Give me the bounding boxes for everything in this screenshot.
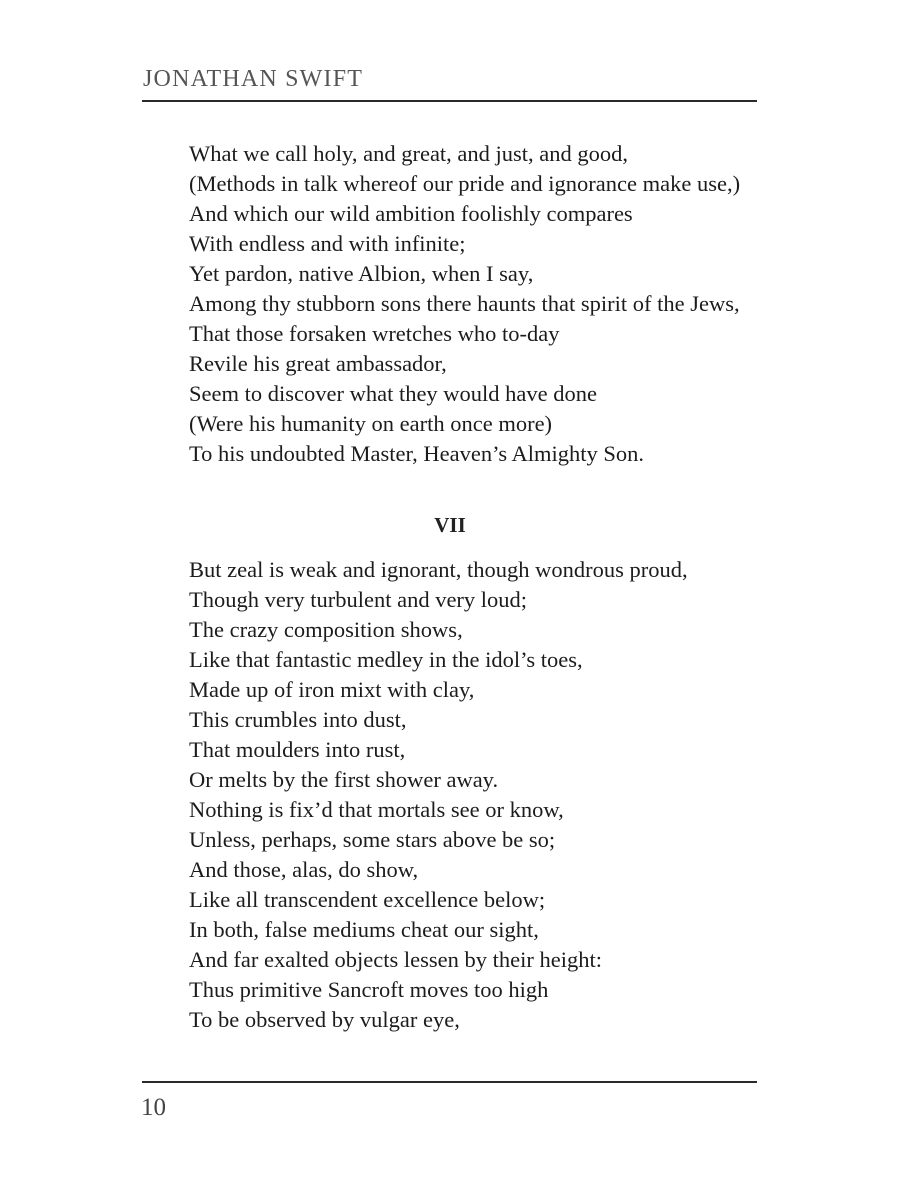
poem-line: This crumbles into dust, bbox=[189, 707, 407, 732]
poem-line: Yet pardon, native Albion, when I say, bbox=[189, 261, 534, 286]
poem-line: And those, alas, do show, bbox=[189, 857, 419, 882]
poem-line: What we call holy, and great, and just, and good, bbox=[189, 141, 629, 166]
page-number: 10 bbox=[141, 1094, 166, 1121]
poem-line: And far exalted objects lessen by their height: bbox=[189, 947, 602, 972]
poem-line: The crazy composition shows, bbox=[189, 617, 463, 642]
poem-line: To his undoubted Master, Heaven’s Almighty Son. bbox=[189, 441, 644, 466]
poem-line: Thus primitive Sancroft moves too high bbox=[189, 977, 549, 1002]
poem-line: But zeal is weak and ignorant, though wondrous proud, bbox=[189, 557, 688, 582]
poem-line: With endless and with infinite; bbox=[189, 231, 466, 256]
poem-line: Though very turbulent and very loud; bbox=[189, 587, 528, 612]
running-head-title: JONATHAN SWIFT bbox=[143, 66, 364, 92]
poem-line: Among thy stubborn sons there haunts that spirit of the Jews, bbox=[189, 291, 740, 316]
poem-line: (Methods in talk whereof our pride and ignorance make use,) bbox=[189, 171, 741, 196]
poem-line: Like that fantastic medley in the idol’s toes, bbox=[189, 647, 583, 672]
stanza-2 bbox=[189, 555, 688, 1035]
poem-line: That moulders into rust, bbox=[189, 737, 406, 762]
poem-line: And which our wild ambition foolishly compares bbox=[189, 201, 633, 226]
poem-line: Or melts by the first shower away. bbox=[189, 767, 499, 792]
poem-line: Nothing is fix’d that mortals see or know, bbox=[189, 797, 564, 822]
poem-line: (Were his humanity on earth once more) bbox=[189, 411, 553, 436]
footer-rule bbox=[142, 1081, 757, 1083]
poem-line: That those forsaken wretches who to-day bbox=[189, 321, 560, 346]
header-rule bbox=[142, 100, 757, 102]
poem-line: Seem to discover what they would have done bbox=[189, 381, 598, 406]
poem-line: In both, false mediums cheat our sight, bbox=[189, 917, 539, 942]
poem-line: Revile his great ambassador, bbox=[189, 351, 447, 376]
poem-line: Made up of iron mixt with clay, bbox=[189, 677, 475, 702]
poem-line: Like all transcendent excellence below; bbox=[189, 887, 546, 912]
poem-line: Unless, perhaps, some stars above be so; bbox=[189, 827, 556, 852]
poem-line: To be observed by vulgar eye, bbox=[189, 1007, 460, 1032]
section-number: VII bbox=[434, 513, 466, 537]
stanza-1 bbox=[189, 139, 740, 469]
